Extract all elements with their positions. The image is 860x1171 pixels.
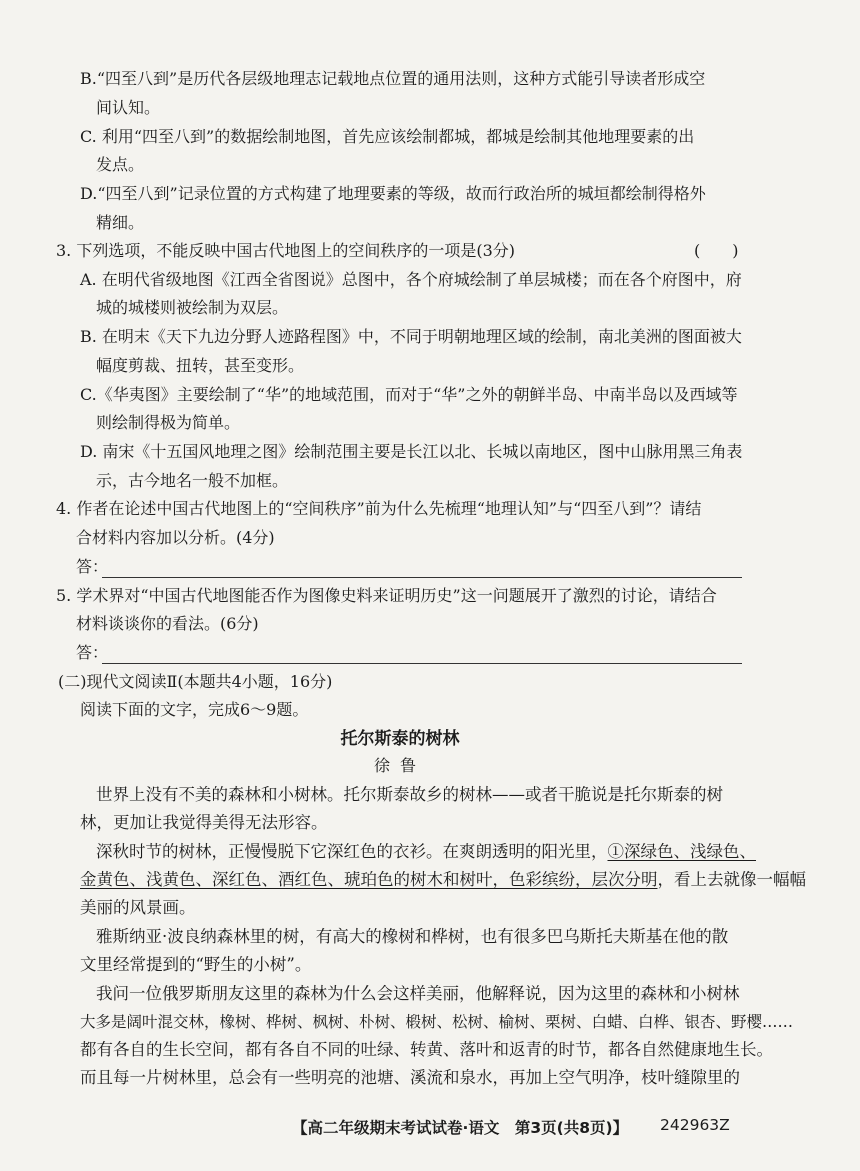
q3-option-b-line1: B. 在明末《天下九边分野人迹路程图》中，不同于明朝地理区域的绘制，南北美洲的图面被大: [80, 327, 742, 346]
page-footer: 【高二年级期末考试试卷·语文 第3页(共8页)】: [292, 1119, 629, 1137]
q3-option-d-line2: 示，古今地名一般不加框。: [96, 471, 289, 490]
section-heading: (二)现代文阅读Ⅱ(本题共4小题，16分): [58, 672, 333, 691]
q3-stem: 3. 下列选项，不能反映中国古代地图上的空间秩序的一项是(3分): [56, 241, 516, 260]
underlined-sentence-1-part2: 金黄色、浅黄色、深红色、酒红色、琥珀色的树木和树叶，色彩缤纷，层次分明: [80, 870, 658, 889]
q4-answer-line[interactable]: [102, 577, 742, 578]
article-author: 徐鲁: [373, 756, 426, 775]
q2-option-d-line2: 精细。: [96, 213, 145, 232]
article-p4-line2: 大多是阔叶混交林，橡树、桦树、枫树、朴树、椴树、松树、榆树、栗树、白蜡、白桦、银杏、野樱……: [80, 1013, 794, 1031]
q5-stem-line2: 材料谈谈你的看法。(6分): [76, 614, 259, 633]
q2-option-c-line2: 发点。: [96, 155, 145, 174]
q3-option-a-line1: A. 在明代省级地图《江西全省图说》总图中，各个府城绘制了单层城楼；而在各个府图中，府: [80, 270, 742, 289]
underlined-sentence-1-part1: ①深绿色、浅绿色、: [607, 842, 756, 861]
article-p1-line2: 林，更加让我觉得美得无法形容。: [80, 813, 328, 832]
article-p2-line2: [80, 869, 806, 891]
exam-code: 242963Z: [660, 1116, 730, 1134]
article-p2-text-b: ，看上去就像一幅幅: [657, 870, 806, 889]
article-p2-line1: [96, 841, 776, 863]
q3-option-c-line2: 则绘制得极为简单。: [96, 413, 241, 432]
q3-option-d-line1: D. 南宋《十五国风地理之图》绘制范围主要是长江以北、长城以南地区，图中山脉用黑三角表: [80, 442, 743, 461]
article-title: 托尔斯泰的树林: [340, 729, 460, 749]
article-p4-line3: 都有各自的生长空间，都有各自不同的吐绿、转黄、落叶和返青的时节，都各自然健康地生长。: [80, 1040, 773, 1059]
q3-option-c-line1: C.《华夷图》主要绘制了“华”的地域范围，而对于“华”之外的朝鲜半岛、中南半岛以及西域等: [80, 385, 738, 404]
section-instruction: 阅读下面的文字，完成6～9题。: [80, 700, 309, 719]
q2-option-c-line1: C. 利用“四至八到”的数据绘制地图，首先应该绘制都城，都城是绘制其他地理要素的出: [80, 127, 695, 146]
q4-stem-line2: 合材料内容加以分析。(4分): [76, 528, 275, 547]
article-p4-line4: 而且每一片树林里，总会有一些明亮的池塘、溪流和泉水，再加上空气明净，枝叶缝隙里的: [80, 1068, 740, 1087]
article-p4-line1: 我问一位俄罗斯朋友这里的森林为什么会这样美丽，他解释说，因为这里的森林和小树林: [96, 984, 740, 1003]
q2-option-b-line2: 间认知。: [96, 98, 161, 117]
q3-option-a-line2: 城的城楼则被绘制为双层。: [96, 298, 289, 317]
q2-option-b-line1: B.“四至八到”是历代各层级地理志记载地点位置的通用法则，这种方式能引导读者形成空: [80, 69, 706, 88]
q4-answer-label: 答：: [76, 557, 109, 576]
article-p2-line3: 美丽的风景画。: [80, 898, 196, 917]
q5-stem-line1: 5. 学术界对“中国古代地图能否作为图像史料来证明历史”这一问题展开了激烈的讨论，请结合: [56, 586, 717, 605]
q3-answer-paren[interactable]: ( ): [694, 241, 739, 260]
q5-answer-line[interactable]: [102, 663, 742, 664]
article-p1-line1: 世界上没有不美的森林和小树林。托尔斯泰故乡的树林——或者干脆说是托尔斯泰的树: [96, 785, 723, 804]
q4-stem-line1: 4. 作者在论述中国古代地图上的“空间秩序”前为什么先梳理“地理认知”与“四至八到”？请结: [56, 499, 702, 518]
q3-option-b-line2: 幅度剪裁、扭转，甚至变形。: [96, 356, 305, 375]
article-p2-text-a: 深秋时节的树林，正慢慢脱下它深红色的衣衫。在爽朗透明的阳光里，: [96, 842, 608, 861]
q5-answer-label: 答：: [76, 643, 109, 662]
q2-option-d-line1: D.“四至八到”记录位置的方式构建了地理要素的等级，故而行政治所的城垣都绘制得格外: [80, 184, 706, 203]
article-p3-line1: 雅斯纳亚·波良纳森林里的树，有高大的橡树和桦树，也有很多巴乌斯托夫斯基在他的散: [96, 927, 729, 946]
article-p3-line2: 文里经常提到的“野生的小树”。: [80, 955, 312, 974]
